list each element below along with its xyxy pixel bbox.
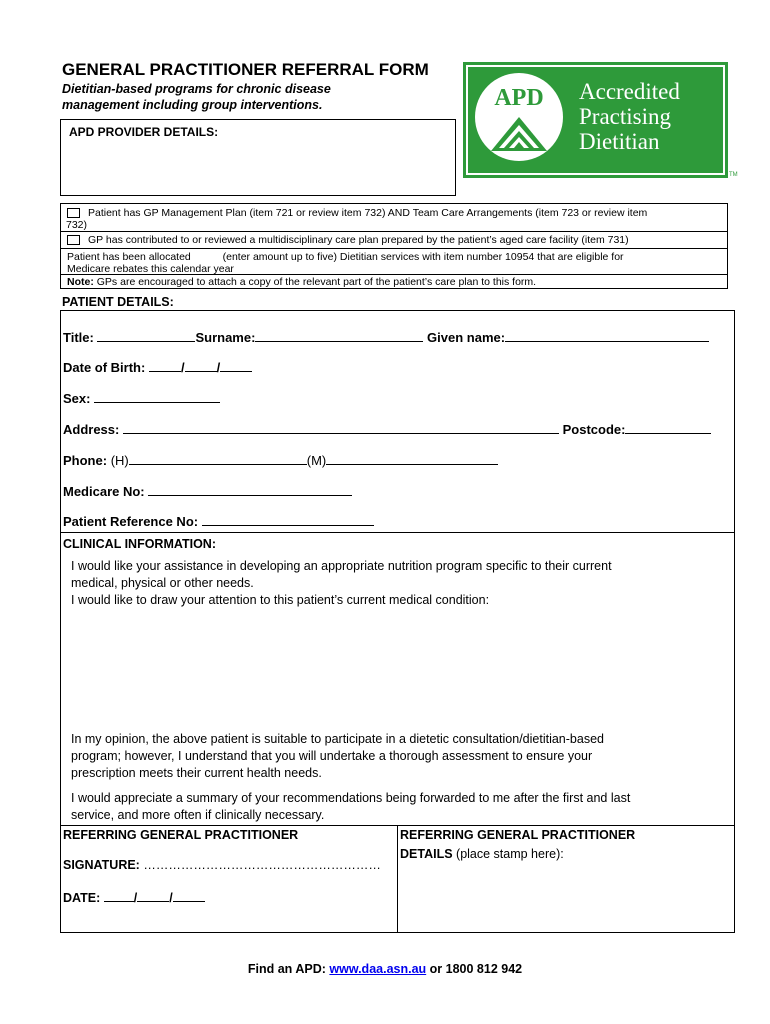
item3-text-part1: Patient has been allocated <box>67 251 191 263</box>
logo-wordmark <box>579 79 680 154</box>
clinical-p3-line3: prescription meets their current health needs. <box>71 766 322 780</box>
item1-text-line1: Patient has GP Management Plan (item 721 or review item 732) AND Team Care Arrangements (item 723 or review item <box>88 207 648 219</box>
logo-line-3: Dietitian <box>579 129 660 154</box>
item-row-gp-management-plan <box>61 205 727 232</box>
address-label: Address: <box>63 422 120 437</box>
clinical-information-box <box>60 532 735 825</box>
sex-label: Sex: <box>63 391 91 406</box>
clinical-paragraph-opinion <box>71 731 721 782</box>
postcode-field[interactable] <box>625 421 711 434</box>
item3-text-part2: (enter amount up to five) Dietitian services with item number 10954 that are eligible for <box>222 251 624 263</box>
date-month-field[interactable] <box>137 889 169 902</box>
referring-gp-divider <box>397 826 398 932</box>
logo-triangle-icon <box>489 115 549 153</box>
clinical-p3-line2: program; however, I understand that you will undertake a thorough assessment to ensure your <box>71 749 593 763</box>
sex-field[interactable] <box>94 390 220 403</box>
aged-care-plan-checkbox[interactable] <box>67 235 80 245</box>
signature-label: SIGNATURE: <box>63 858 140 872</box>
clinical-p1-line2: medical, physical or other needs. <box>71 576 254 590</box>
date-label: DATE: <box>63 891 101 905</box>
patient-details-heading: PATIENT DETAILS: <box>62 295 174 309</box>
surname-label: Surname: <box>195 330 256 345</box>
item2-text: GP has contributed to or reviewed a multidisciplinary care plan prepared by the patient’s aged care facility (item 731) <box>88 234 629 246</box>
given-name-label: Given name: <box>427 330 506 345</box>
apd-logo <box>463 62 728 178</box>
signature-line <box>63 858 381 872</box>
signature-field[interactable]: ………………………………………………… <box>143 858 381 872</box>
patient-ref-label: Patient Reference No: <box>63 514 199 529</box>
dob-year-field[interactable] <box>220 359 252 372</box>
clinical-p4-line2: service, and more often if clinically necessary. <box>71 808 325 822</box>
clinical-information-heading: CLINICAL INFORMATION: <box>63 537 216 551</box>
item3-text-line2: Medicare rebates this calendar year <box>67 263 234 275</box>
dob-month-field[interactable] <box>185 359 217 372</box>
date-separator-1: / <box>133 891 138 905</box>
referring-gp-title-right: REFERRING GENERAL PRACTITIONER <box>400 828 636 842</box>
name-line <box>63 329 709 345</box>
care-plan-items-box <box>60 203 728 289</box>
item-row-allocated-services <box>61 249 727 275</box>
dob-separator-2: / <box>216 360 221 375</box>
clinical-p1-line1: I would like your assistance in developing an appropriate nutrition program specific to their current <box>71 559 612 573</box>
medicare-label: Medicare No: <box>63 484 145 499</box>
patient-ref-field[interactable] <box>202 513 374 526</box>
trademark-mark: TM <box>729 172 738 178</box>
dob-day-field[interactable] <box>149 359 181 372</box>
postcode-label: Postcode: <box>562 422 626 437</box>
logo-line-1: Accredited <box>579 79 680 104</box>
form-title: GENERAL PRACTITIONER REFERRAL FORM <box>62 60 429 79</box>
medicare-field[interactable] <box>148 483 352 496</box>
gp-management-plan-checkbox[interactable] <box>67 208 80 218</box>
logo-acronym: APD <box>494 85 544 111</box>
title-field[interactable] <box>97 329 195 342</box>
address-line <box>63 421 711 437</box>
phone-home-label: (H) <box>110 453 129 468</box>
note-text: GPs are encouraged to attach a copy of the relevant part of the patient’s care plan to this form. <box>96 276 537 288</box>
date-separator-2: / <box>169 891 173 905</box>
dob-label: Date of Birth: <box>63 360 146 375</box>
logo-line-2: Practising <box>579 104 671 129</box>
form-subtitle <box>62 81 422 113</box>
footer-suffix: or 1800 812 942 <box>429 962 523 976</box>
details-label: DETAILS <box>400 847 453 861</box>
patient-details-box <box>60 310 735 532</box>
patient-ref-line <box>63 513 374 529</box>
title-label: Title: <box>63 330 94 345</box>
clinical-p4-line1: I would appreciate a summary of your recommendations being forwarded to me after the first and last <box>71 791 631 805</box>
date-day-field[interactable] <box>104 889 134 902</box>
subtitle-line-1: Dietitian-based programs for chronic disease <box>62 82 331 96</box>
medical-condition-field[interactable] <box>71 613 721 723</box>
phone-mobile-label: (M) <box>306 453 327 468</box>
medicare-line <box>63 483 352 499</box>
stamp-hint: (place stamp here): <box>456 847 564 861</box>
daa-website-link[interactable]: www.daa.asn.au <box>329 962 427 976</box>
date-line <box>63 889 205 905</box>
note-label: Note: <box>67 276 94 288</box>
referring-gp-title-left: REFERRING GENERAL PRACTITIONER <box>63 828 299 842</box>
subtitle-line-2: management including group interventions. <box>62 98 323 112</box>
clinical-paragraph-summary <box>71 790 721 824</box>
footer-prefix: Find an APD: <box>247 962 326 976</box>
phone-home-field[interactable] <box>129 452 307 465</box>
stamp-label-line <box>400 847 564 861</box>
surname-field[interactable] <box>255 329 423 342</box>
item1-text-line2: 732) <box>66 219 88 231</box>
footer <box>0 962 770 976</box>
dob-line <box>63 359 252 375</box>
clinical-p3-line1: In my opinion, the above patient is suitable to participate in a dietetic consultation/dietitian-based <box>71 732 604 746</box>
phone-label: Phone: <box>63 453 108 468</box>
clinical-p2: I would like to draw your attention to this patient’s current medical condition: <box>71 593 490 607</box>
item-row-aged-care-plan <box>61 232 727 249</box>
phone-line <box>63 452 498 468</box>
apd-provider-label: APD PROVIDER DETAILS: <box>69 125 219 139</box>
item-row-note <box>61 275 727 289</box>
referring-gp-box <box>60 825 735 933</box>
address-field[interactable] <box>123 421 559 434</box>
date-year-field[interactable] <box>173 889 205 902</box>
phone-mobile-field[interactable] <box>326 452 498 465</box>
given-name-field[interactable] <box>505 329 709 342</box>
apd-provider-details-box[interactable] <box>60 119 456 196</box>
sex-line <box>63 390 220 406</box>
dob-separator-1: / <box>180 360 185 375</box>
logo-circle <box>475 73 563 161</box>
stamp-area[interactable] <box>401 866 731 930</box>
clinical-paragraph-assistance <box>71 558 721 609</box>
